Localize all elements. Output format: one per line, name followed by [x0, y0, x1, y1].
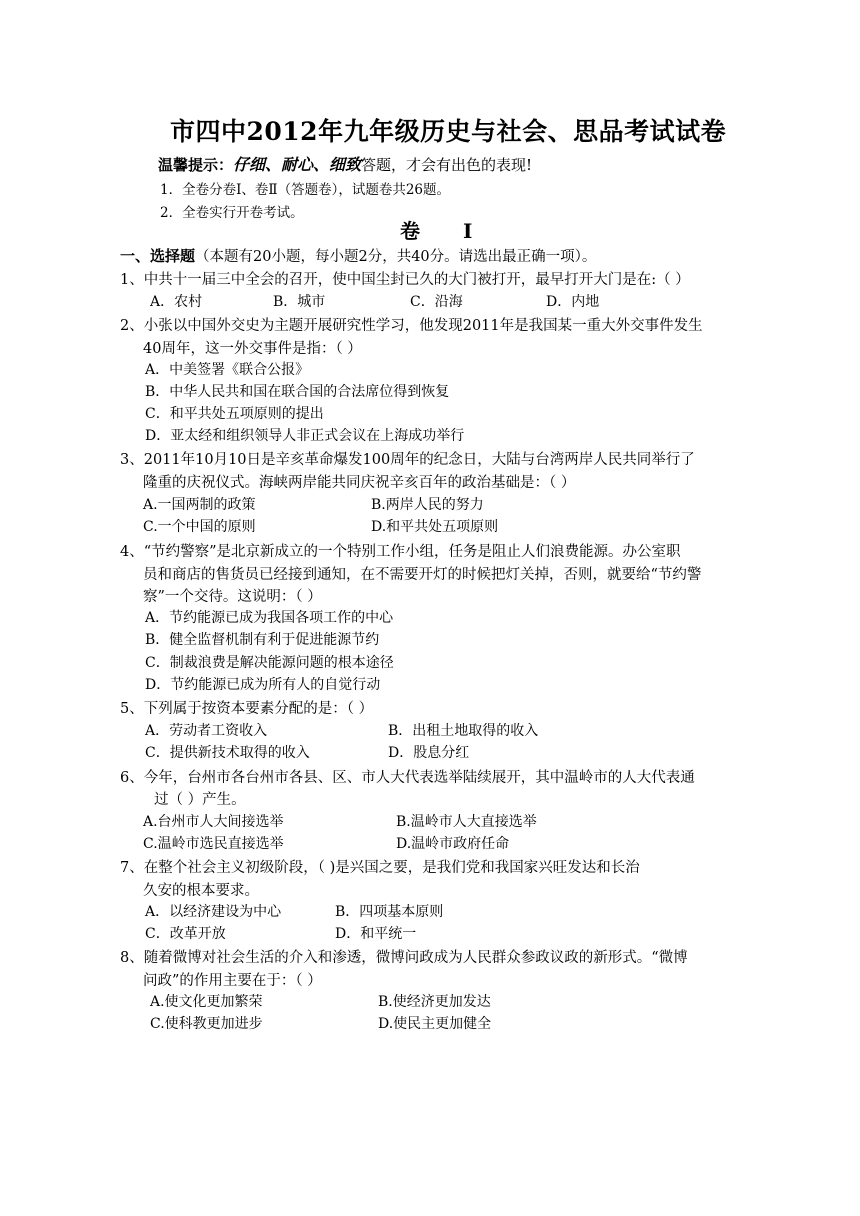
tip-label: 温馨提示：: [158, 156, 234, 174]
exam-note-1: 1．全卷分卷Ⅰ、卷Ⅱ（答题卷），试题卷共26题。: [160, 182, 451, 198]
question-7-option-a: A．以经济建设为中心: [145, 904, 282, 920]
question-2-option-b: B．中华人民共和国在联合国的合法席位得到恢复: [145, 384, 450, 400]
section-heading: [120, 245, 596, 266]
question-7-stem: 7、在整个社会主义初级阶段，（ )是兴国之要，是我们党和我国家兴旺发达和长治: [120, 860, 640, 876]
question-3-option-b: B.两岸人民的努力: [371, 497, 484, 513]
question-6-option-b: B.温岭市人大直接选举: [396, 814, 537, 830]
question-6-option-a: A.台州市人大间接选举: [143, 814, 284, 830]
exam-tip: [158, 152, 532, 175]
question-8-option-c: C.使科教更加进步: [150, 1016, 263, 1032]
question-1-option-d: D．内地: [546, 294, 600, 310]
question-3-option-d: D.和平共处五项原则: [371, 519, 499, 535]
question-4-option-a: A．节约能源已成为我国各项工作的中心: [145, 610, 394, 626]
question-2-option-d: D．亚太经和组织领导人非正式会议在上海成功举行: [145, 428, 465, 444]
question-7-option-b: B．四项基本原则: [335, 904, 444, 920]
question-4-option-d: D．节约能源已成为所有人的自觉行动: [145, 677, 381, 693]
question-7-option-d: D．和平统一: [335, 926, 417, 942]
question-5-option-d: D．股息分红: [388, 745, 470, 761]
question-8-option-d: D.使民主更加健全: [378, 1016, 492, 1032]
question-4-option-c: C．制裁浪费是解决能源问题的根本途径: [145, 655, 394, 671]
question-7-stem-cont: 久安的根本要求。: [143, 883, 259, 899]
question-1-stem: 1、中共十一届三中全会的召开，使中国尘封已久的大门被打开，最早打开大门是在:（ ）: [120, 272, 690, 288]
question-1-option-b: B．城市: [273, 294, 326, 310]
question-8-option-a: A.使文化更加繁荣: [150, 994, 263, 1010]
question-6-stem: 6、今年，台州市各台州市各县、区、市人大代表选举陆续展开，其中温岭市的人大代表通: [120, 770, 695, 786]
question-6-stem-cont: 过（ ）产生。: [154, 792, 246, 808]
question-7-option-c: C．改革开放: [145, 926, 226, 942]
tip-emphasis: 仔细、耐心、细致: [233, 155, 362, 174]
question-8-stem: 8、随着微博对社会生活的介入和渗透，微博问政成为人民群众参政议政的新形式。“微博: [120, 950, 688, 966]
question-3-option-a: A.一国两制的政策: [143, 497, 256, 513]
question-6-option-d: D.温岭市政府任命: [396, 836, 510, 852]
question-1-option-a: A．农村: [150, 294, 203, 310]
question-2-option-c: C．和平共处五项原则的提出: [145, 406, 324, 422]
question-3-stem: 3、2011年10月10日是辛亥革命爆发100周年的纪念日，大陆与台湾两岸人民共同举行了: [120, 452, 695, 468]
question-3-option-c: C.一个中国的原则: [143, 519, 256, 535]
page-title: 市四中2012年九年级历史与社会、思品考试试卷: [170, 117, 727, 146]
question-1-option-c: C．沿海: [410, 294, 463, 310]
question-6-option-c: C.温岭市选民直接选举: [143, 836, 284, 852]
tip-text: 答题，才会有出色的表现!: [361, 156, 533, 174]
question-8-stem-cont: 问政”的作用主要在于：（ ）: [143, 973, 322, 989]
question-5-option-a: A．劳动者工资收入: [145, 723, 268, 739]
question-3-stem-cont: 隆重的庆祝仪式。海峡两岸能共同庆祝辛亥百年的政治基础是：（ ）: [143, 475, 576, 491]
question-8-option-b: B.使经济更加发达: [378, 994, 491, 1010]
section-label: 一、选择题: [120, 247, 196, 265]
volume-heading: 卷 Ⅰ: [400, 219, 491, 243]
question-2-stem: 2、小张以中国外交史为主题开展研究性学习，他发现2011年是我国某一重大外交事件发生: [120, 318, 703, 334]
question-2-stem-cont: 40周年，这一外交事件是指：（ ）: [143, 341, 362, 357]
question-4-option-b: B．健全监督机制有利于促进能源节约: [145, 632, 380, 648]
question-5-stem: 5、下列属于按资本要素分配的是：（ ）: [120, 701, 374, 717]
exam-note-2: 2．全卷实行开卷考试。: [160, 205, 304, 221]
question-2-option-a: A．中美签署《联合公报》: [145, 362, 310, 378]
question-4-stem-cont-2: 察”一个交待。这说明：（ ）: [143, 589, 322, 605]
question-4-stem-cont-1: 员和商店的售货员已经接到通知，在不需要开灯的时候把灯关掉，否则，就要给“节约警: [143, 567, 702, 583]
section-desc: （本题有20小题，每小题2分，共40分。请选出最正确一项）。: [195, 249, 597, 265]
question-5-option-b: B．出租土地取得的收入: [388, 723, 539, 739]
question-4-stem: 4、“节约警察”是北京新成立的一个特别工作小组，任务是阻止人们浪费能源。办公室职: [120, 544, 681, 560]
question-5-option-c: C．提供新技术取得的收入: [145, 745, 310, 761]
